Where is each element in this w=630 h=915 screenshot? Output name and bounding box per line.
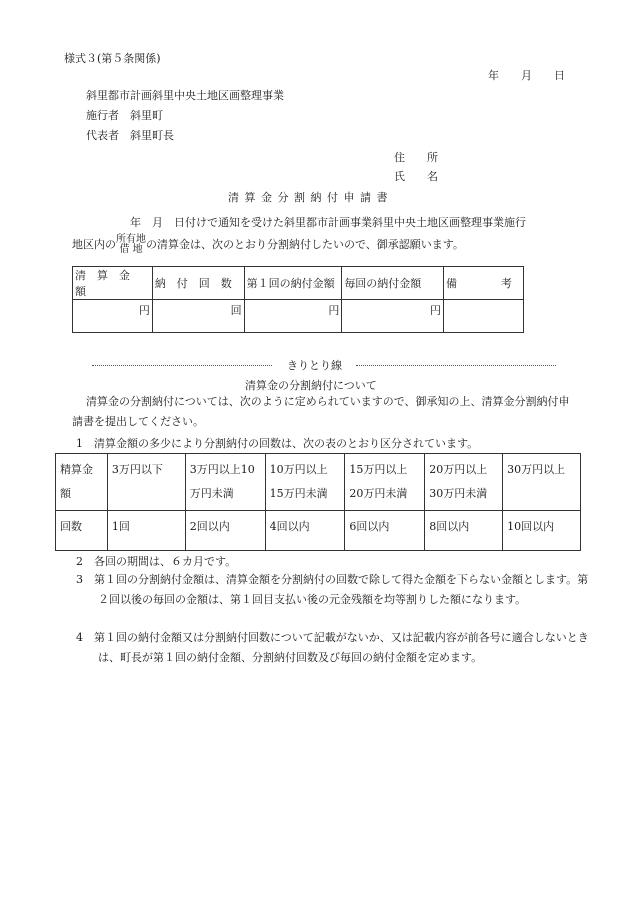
cut-line-left xyxy=(92,365,272,366)
applicant-name-label: 氏 名 xyxy=(394,170,438,183)
application-table xyxy=(72,266,524,333)
ruby-leased-land: 借 地 xyxy=(119,244,143,255)
body-line-1: 年 月 日付けで通知を受けた斜里都市計画事業斜里中央土地区画整理事業施行 xyxy=(130,216,526,229)
header-payment-count: 納 付 回 数 xyxy=(152,267,244,300)
header-first-payment: 第１回の納付金額 xyxy=(244,267,342,300)
count-label: 回数 xyxy=(56,511,108,551)
addressee-executor: 施行者 斜里町 xyxy=(86,109,163,122)
form-number: 様式３(第５条関係) xyxy=(64,52,161,65)
count-tier-2: 2回以内 xyxy=(185,511,265,551)
notice-item-2: 2 各回の期間は、６カ月です。 xyxy=(76,555,237,568)
count-tier-3: 4回以内 xyxy=(265,511,345,551)
header-settlement-amount: 清 算 金 額 xyxy=(73,267,153,300)
ruby-owned-land: 所有地 xyxy=(116,234,146,245)
range-tier-6: 30万円以上 xyxy=(503,454,581,511)
body-line-2 xyxy=(72,233,464,257)
header-each-payment: 毎回の納付金額 xyxy=(342,267,444,300)
count-tier-5: 8回以内 xyxy=(425,511,503,551)
applicant-address-label: 住 所 xyxy=(394,151,438,164)
count-tier-4: 6回以内 xyxy=(345,511,425,551)
notice-item-4: 4 第１回の納付金額又は分割納付回数について記載がないか、又は記載内容が前各号に適合しないときは、町長が第１回の納付金額、分割納付回数及び毎回の納付金額を定めます。 xyxy=(76,631,589,664)
cell-payment-count[interactable]: 回 xyxy=(152,300,244,333)
range-tier-1: 3万円以下 xyxy=(107,454,185,511)
notice-title: 清算金の分割納付について xyxy=(245,379,377,392)
installment-table xyxy=(55,453,581,551)
count-tier-1: 1回 xyxy=(107,511,185,551)
range-label: 精算金額 xyxy=(56,454,108,511)
document-title: 清 算 金 分 割 納 付 申 請 書 xyxy=(228,191,389,204)
cut-line-right xyxy=(356,365,556,366)
cut-line-label: きりとり線 xyxy=(287,359,342,372)
cell-first-payment[interactable]: 円 xyxy=(244,300,342,333)
body-line-2-prefix: 地区内の xyxy=(72,238,116,251)
addressee-representative: 代表者 斜里町長 xyxy=(86,129,174,142)
range-tier-4: 15万円以上20万円未満 xyxy=(345,454,425,511)
header-remarks: 備 考 xyxy=(444,267,524,300)
notice-item-1: 1 清算金額の多少により分割納付の回数は、次の表のとおり区分されています。 xyxy=(76,437,479,450)
cell-remarks[interactable] xyxy=(444,300,524,333)
cell-each-payment[interactable]: 円 xyxy=(342,300,444,333)
notice-item-3: 3 第１回の分割納付金額は、清算金額を分割納付の回数で除して得た金額を下らない金額とします。第２回以後の毎回の金額は、第１回目支払い後の元金残額を均等割りした額になります。 xyxy=(76,573,589,606)
cell-settlement-amount[interactable]: 円 xyxy=(73,300,153,333)
count-tier-6: 10回以内 xyxy=(503,511,581,551)
notice-intro: 清算金の分割納付については、次のように定められていますので、御承知の上、清算金分割納付申請書を提出してください。 xyxy=(72,395,570,428)
date-line: 年 月 日 xyxy=(488,69,565,82)
ruby-land-type xyxy=(116,235,146,255)
body-line-2-suffix: の清算金は、次のとおり分割納付したいので、御承認願います。 xyxy=(146,238,464,251)
range-tier-3: 10万円以上15万円未満 xyxy=(265,454,345,511)
addressee-project: 斜里都市計画斜里中央土地区画整理事業 xyxy=(86,89,284,102)
range-tier-5: 20万円以上30万円未満 xyxy=(425,454,503,511)
range-tier-2: 3万円以上10万円未満 xyxy=(185,454,265,511)
